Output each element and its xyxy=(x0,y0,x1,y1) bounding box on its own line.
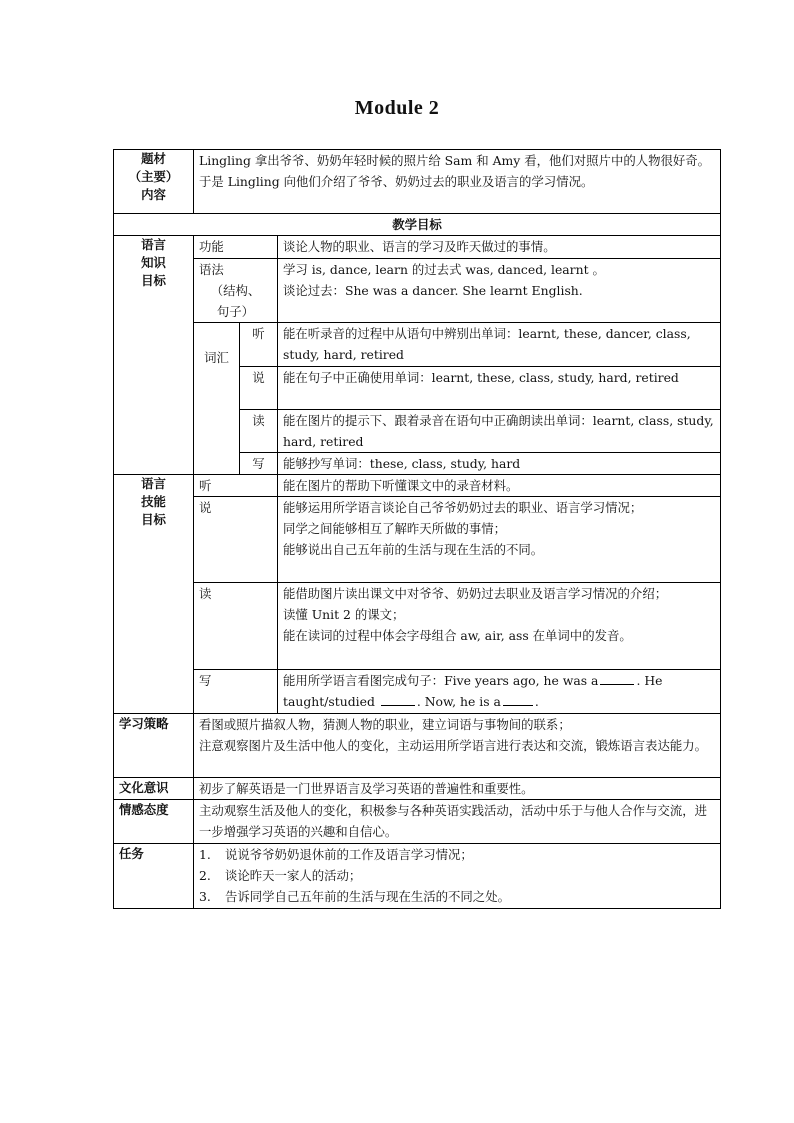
skill-row-write xyxy=(114,670,721,714)
strategy-row xyxy=(114,714,721,778)
culture-text: 初步了解英语是一门世界语言及学习英语的普遍性和重要性。 xyxy=(194,778,721,800)
skill-row-listen xyxy=(114,475,721,497)
skill-row-read xyxy=(114,583,721,670)
blank-3 xyxy=(503,692,533,706)
grammar-label: 语法 （结构、 句子） xyxy=(194,259,278,323)
skill-label-speak: 说 xyxy=(194,497,278,583)
vocab-text-listen: 能在听录音的过程中从语句中辨别出单词：learnt, these, dancer, class, study, hard, retired xyxy=(278,323,721,367)
blank-1 xyxy=(600,671,634,685)
grammar-row xyxy=(114,259,721,323)
language-knowledge-label: 语言 知识 目标 xyxy=(114,236,194,475)
language-skills-label: 语言 技能 目标 xyxy=(114,475,194,714)
function-row xyxy=(114,236,721,259)
grammar-text: 学习 is, dance, learn 的过去式 was, danced, learnt 。 谈论过去：She was a dancer. She learnt English. xyxy=(278,259,721,323)
lesson-plan-table xyxy=(113,149,721,909)
tasks-label: 任务 xyxy=(114,844,194,909)
vocab-text-write: 能够抄写单词：these, class, study, hard xyxy=(278,453,721,475)
vocab-text-speak: 能在句子中正确使用单词：learnt, these, class, study, hard, retired xyxy=(278,367,721,410)
skill-label-listen: 听 xyxy=(194,475,278,497)
skill-text-read: 能借助图片读出课文中对爷爷、奶奶过去职业及语言学习情况的介绍； 读懂 Unit 2 的课文； 能在读词的过程中体会字母组合 aw, air, ass 在单词中的发音。 xyxy=(278,583,721,670)
emotion-text: 主动观察生活及他人的变化，积极参与各种英语实践活动，活动中乐于与他人合作与交流，进一步增强学习英语的兴趣和自信心。 xyxy=(194,800,721,844)
vocab-text-read: 能在图片的提示下、跟着录音在语句中正确朗读出单词：learnt, class, study, hard, retired xyxy=(278,410,721,453)
objectives-header-row xyxy=(114,214,721,236)
tasks-list xyxy=(194,844,721,909)
vocab-skill-read: 读 xyxy=(240,410,278,453)
objectives-header: 教学目标 xyxy=(114,214,721,236)
task-item: 2. 谈论昨天一家人的活动； xyxy=(199,868,362,883)
strategy-text: 看图或照片描叙人物，猜测人物的职业，建立词语与事物间的联系； 注意观察图片及生活中他人的变化，主动运用所学语言进行表达和交流，锻炼语言表达能力。 xyxy=(194,714,721,778)
emotion-row xyxy=(114,800,721,844)
function-label: 功能 xyxy=(194,236,278,259)
tasks-row xyxy=(114,844,721,909)
page-title: Module 2 xyxy=(354,97,440,119)
topic-row xyxy=(114,150,721,214)
skill-row-speak xyxy=(114,497,721,583)
emotion-label: 情感态度 xyxy=(114,800,194,844)
topic-text: Lingling 拿出爷爷、奶奶年轻时候的照片给 Sam 和 Amy 看，他们对照片中的人物很好奇。于是 Lingling 向他们介绍了爷爷、奶奶过去的职业及语言的学习情况。 xyxy=(194,150,721,214)
skill-label-read: 读 xyxy=(194,583,278,670)
strategy-label: 学习策略 xyxy=(114,714,194,778)
topic-label: 题材 （主要） 内容 xyxy=(114,150,194,214)
vocab-row-listen xyxy=(114,323,721,367)
vocab-label: 词汇 xyxy=(194,323,240,475)
culture-label: 文化意识 xyxy=(114,778,194,800)
skill-label-write: 写 xyxy=(194,670,278,714)
culture-row xyxy=(114,778,721,800)
task-item: 1. 说说爷爷奶奶退休前的工作及语言学习情况； xyxy=(199,847,473,862)
skill-text-write: 能用所学语言看图完成句子：Five years ago, he was a . He taught/studied . Now, he is a . xyxy=(278,670,721,714)
skill-text-listen: 能在图片的帮助下听懂课文中的录音材料。 xyxy=(278,475,721,497)
vocab-skill-write: 写 xyxy=(240,453,278,475)
vocab-skill-speak: 说 xyxy=(240,367,278,410)
skill-text-speak: 能够运用所学语言谈论自己爷爷奶奶过去的职业、语言学习情况； 同学之间能够相互了解昨天所做的事情； 能够说出自己五年前的生活与现在生活的不同。 xyxy=(278,497,721,583)
function-text: 谈论人物的职业、语言的学习及昨天做过的事情。 xyxy=(278,236,721,259)
blank-2 xyxy=(381,692,415,706)
task-item: 3. 告诉同学自己五年前的生活与现在生活的不同之处。 xyxy=(199,889,510,904)
vocab-skill-listen: 听 xyxy=(240,323,278,367)
